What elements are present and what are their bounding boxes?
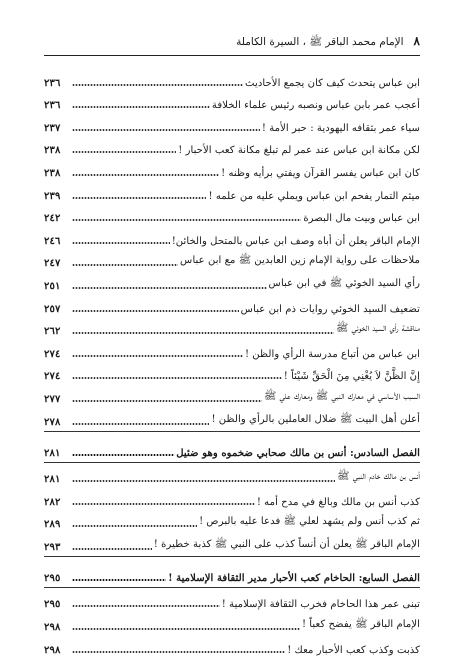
- toc-entry[interactable]: [44, 292, 420, 315]
- entry-page: ٢٣٨: [44, 166, 61, 179]
- toc-entry[interactable]: [44, 337, 420, 360]
- leader-dots: [72, 605, 220, 607]
- entry-title: ابن عباس من أتباع مدرسة الرأي والظن !: [244, 348, 420, 360]
- leader-dots: [72, 264, 178, 266]
- running-title: الإمام محمد الباقر ﷺ ، السيرة الكاملة: [236, 36, 404, 48]
- entry-title: ابن عباس يتحدث كيف كان يجمع الأحاديث: [244, 77, 420, 89]
- toc-entry[interactable]: [44, 610, 420, 633]
- toc-entry[interactable]: [44, 530, 420, 553]
- leader-dots: [72, 332, 334, 334]
- entry-title: إِنَّ الظَّنَّ لاَ يُغْنِي مِنَ الْحَقِّ شَيْئاً !: [283, 371, 420, 383]
- entry-page: ٢٧٤: [44, 347, 61, 360]
- toc-entry[interactable]: [44, 202, 420, 225]
- entry-title: أنس بن مالك خادم النبي ﷺ: [337, 471, 420, 483]
- leader-dots: [72, 355, 243, 357]
- chapter-heading-6[interactable]: [44, 432, 420, 459]
- chapter-title: الفصل السابع: الحاخام كعب الأحبار مدير الثقافة الإسلامية !: [168, 571, 420, 584]
- header-rule: [44, 55, 420, 56]
- leader-dots: [72, 480, 335, 482]
- leader-dots: [72, 525, 197, 527]
- entry-page: ٢٥٧: [44, 302, 61, 315]
- toc-group-1: [44, 66, 420, 428]
- toc-entry[interactable]: [44, 179, 420, 202]
- leader-dots: [72, 548, 152, 550]
- page-number: ٨: [413, 34, 420, 48]
- entry-title: أعجب عمر بابن عباس ونصبه رئيس علماء الخلافة: [211, 100, 420, 112]
- entry-title: تبنى عمر هذا الحاخام فخرب الثقافة الإسلامية !: [221, 599, 420, 611]
- entry-title: الإمام الباقر ﷺ يعلن أن أنساً كذب على النبي ﷺ كذبة خطيرة !: [153, 538, 420, 550]
- leader-dots: [72, 503, 255, 505]
- page-header: [44, 34, 420, 52]
- leader-dots: [72, 423, 209, 425]
- leader-dots: [72, 106, 210, 108]
- entry-page: ٢٧٤: [44, 370, 61, 383]
- leader-dots: [72, 174, 219, 176]
- entry-page: ٢٨٢: [44, 495, 61, 508]
- chapter-page: ٢٩٥: [44, 571, 61, 584]
- leader-dots: [72, 197, 206, 199]
- toc-entry[interactable]: [44, 224, 420, 247]
- entry-title: لكن مكانة ابن عباس عند عمر لم تبلغ مكانة كعب الأحبار !: [178, 145, 420, 157]
- entry-page: ٢٥١: [44, 279, 61, 292]
- entry-page: ٢٧٨: [44, 415, 61, 428]
- toc-entry[interactable]: [44, 134, 420, 157]
- entry-title: تضعيف السيد الخوئي روايات ذم ابن عباس: [240, 303, 420, 315]
- entry-page: ٢٤٦: [44, 234, 61, 247]
- leader-dots: [72, 219, 301, 221]
- entry-title: السبب الأساسي في معارك النبي ﷺ ومعارك علي ﷺ: [263, 390, 420, 402]
- table-of-contents: [44, 66, 420, 656]
- toc-entry[interactable]: [44, 382, 420, 405]
- toc-entry[interactable]: [44, 156, 420, 179]
- toc-entry[interactable]: [44, 269, 420, 292]
- entry-title: ميثم التمار يفحم ابن عباس ويملي عليه من علمه !: [208, 190, 420, 202]
- entry-page: ٢٨٩: [44, 518, 61, 531]
- entry-title: رأي السيد الخوئي ﷺ في ابن عباس: [268, 277, 420, 289]
- entry-page: ٢٣٦: [44, 99, 61, 112]
- leader-dots: [72, 454, 174, 456]
- toc-group-2: [44, 463, 420, 553]
- leader-dots: [72, 651, 285, 653]
- entry-page: ٢٨١: [44, 473, 61, 486]
- toc-entry[interactable]: [44, 360, 420, 383]
- entry-title: ابن عباس وبيت مال البصرة: [303, 213, 420, 225]
- leader-dots: [72, 84, 243, 86]
- entry-title: كذبت وكذب كعب الأحبار معك !: [287, 644, 420, 656]
- entry-page: ٢٣٦: [44, 76, 61, 89]
- entry-title: كذب أنس بن مالك وبالغ في مدح أمه !: [256, 496, 420, 508]
- leader-dots: [72, 400, 262, 402]
- toc-entry[interactable]: [44, 588, 420, 611]
- toc-entry[interactable]: [44, 66, 420, 89]
- entry-title: سياء عمر بثقافه اليهودية : حبر الأمة !: [261, 122, 420, 134]
- entry-page: ٢٣٨: [44, 144, 61, 157]
- entry-page: ٢٩٨: [44, 621, 61, 634]
- toc-entry[interactable]: [44, 485, 420, 508]
- leader-dots: [72, 377, 282, 379]
- leader-dots: [72, 287, 267, 289]
- toc-entry[interactable]: [44, 247, 420, 270]
- leader-dots: [72, 129, 260, 131]
- chapter-title: الفصل السادس: أنس بن مالك صحابي ضخموه وهو ضئيل: [176, 446, 420, 459]
- entry-page: ٢٣٩: [44, 189, 61, 202]
- entry-title: مناقشة رأي السيد الخوئي ﷺ: [336, 323, 420, 335]
- entry-page: ٢٤٢: [44, 212, 61, 225]
- entry-title: أعلن أهل البيت ﷺ ضلال العاملين بالرأي والظن !: [211, 413, 420, 425]
- leader-dots: [72, 579, 166, 581]
- toc-entry[interactable]: [44, 89, 420, 112]
- leader-dots: [72, 310, 239, 312]
- entry-page: ٢٤٧: [44, 257, 61, 270]
- toc-entry[interactable]: [44, 463, 420, 486]
- toc-entry[interactable]: [44, 405, 420, 428]
- toc-entry[interactable]: [44, 633, 420, 656]
- entry-page: ٢٩٨: [44, 643, 61, 656]
- toc-group-3: [44, 588, 420, 656]
- toc-entry[interactable]: [44, 315, 420, 338]
- entry-page: ٢٣٧: [44, 121, 61, 134]
- leader-dots: [72, 242, 170, 244]
- chapter-heading-7[interactable]: [44, 557, 420, 584]
- entry-title: ملاحظات على رواية الإمام زين العابدين ﷺ مع ابن عباس: [180, 255, 420, 267]
- entry-page: ٢٧٧: [44, 392, 61, 405]
- entry-title: كان ابن عباس يفسر القرآن ويفتي برأيه وظنه !: [221, 167, 420, 179]
- chapter-page: ٢٨١: [44, 446, 61, 459]
- entry-title: ثم كذب أنس ولم يشهد لعلي ﷺ فدعا عليه بالبرص !: [199, 516, 420, 528]
- entry-page: ٢٩٥: [44, 598, 61, 611]
- entry-page: ٢٩٣: [44, 540, 61, 553]
- entry-title: الإمام الباقر ﷺ يفضح كعباً !: [301, 619, 420, 631]
- toc-entry[interactable]: [44, 508, 420, 531]
- entry-title: الإمام الباقر يعلن أن أباه وصف ابن عباس بالمتحل والخائن!: [171, 235, 420, 247]
- entry-page: ٢٦٢: [44, 325, 61, 338]
- toc-entry[interactable]: [44, 111, 420, 134]
- leader-dots: [72, 628, 300, 630]
- leader-dots: [72, 151, 176, 153]
